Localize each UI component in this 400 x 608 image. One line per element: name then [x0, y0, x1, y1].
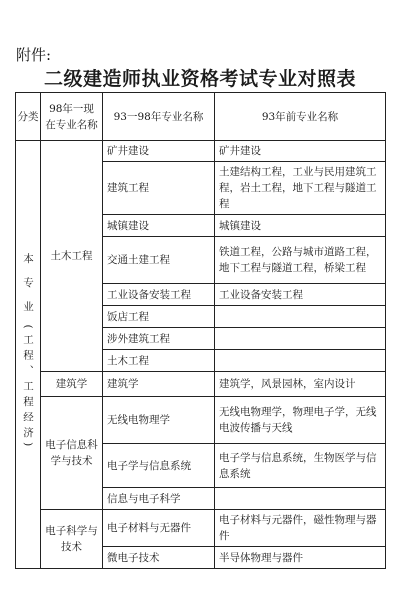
cell-pre93: 建筑学，风景园林，室内设计 — [215, 372, 386, 397]
table-header-row — [16, 93, 386, 141]
cell-93-98: 土木工程 — [103, 350, 215, 372]
annex-label: 附件: — [16, 46, 52, 64]
cell-pre93: 铁道工程，公路与城市道路工程，地下工程与隧道工程，桥梁工程 — [215, 237, 386, 284]
header-category: 分类 — [16, 93, 41, 141]
cell-93-98: 电子学与信息系统 — [103, 444, 215, 488]
cell-93-98: 矿井建设 — [103, 141, 215, 162]
cell-93-98: 城镇建设 — [103, 215, 215, 237]
cell-pre93: 电子材料与元器件，磁性物理与器件 — [215, 510, 386, 547]
cell-93-98: 无线电物理学 — [103, 397, 215, 444]
table-row — [16, 510, 386, 547]
vertical-category-label: 本 专 业 (工程、工程经济) — [22, 252, 34, 452]
cell-93-98: 涉外建筑工程 — [103, 328, 215, 350]
table-row — [16, 397, 386, 444]
cell-93-98: 电子材料与无器件 — [103, 510, 215, 547]
page-title: 二级建造师执业资格考试专业对照表 — [43, 68, 356, 90]
header-pre93: 93年前专业名称 — [215, 93, 386, 141]
table-row — [16, 141, 386, 162]
cell-pre93: 工业设备安装工程 — [215, 284, 386, 306]
cell-93-98: 建筑工程 — [103, 162, 215, 215]
cell-pre93 — [215, 350, 386, 372]
cell-pre93: 矿井建设 — [215, 141, 386, 162]
cell-93-98: 信息与电子科学 — [103, 488, 215, 510]
cell-93-98: 交通土建工程 — [103, 237, 215, 284]
cell-93-98: 工业设备安装工程 — [103, 284, 215, 306]
header-93-98: 93一98年专业名称 — [103, 93, 215, 141]
group-est: 电子科学与技术 — [41, 510, 103, 569]
group-eis: 电子信息科学与技术 — [41, 397, 103, 510]
category-cell — [16, 141, 41, 569]
header-current: 98年一现在专业名称 — [41, 93, 103, 141]
group-arch: 建筑学 — [41, 372, 103, 397]
cell-pre93: 土建结构工程，工业与民用建筑工程，岩土工程，地下工程与隧道工程 — [215, 162, 386, 215]
cell-pre93 — [215, 488, 386, 510]
cell-pre93 — [215, 306, 386, 328]
cell-pre93: 电子学与信息系统，生物医学与信息系统 — [215, 444, 386, 488]
cell-93-98: 微电子技术 — [103, 547, 215, 569]
cell-93-98: 建筑学 — [103, 372, 215, 397]
cell-pre93: 半导体物理与器件 — [215, 547, 386, 569]
cell-pre93 — [215, 328, 386, 350]
table-row — [16, 372, 386, 397]
group-civil: 土木工程 — [41, 141, 103, 372]
major-comparison-table — [15, 92, 386, 569]
cell-93-98: 饭店工程 — [103, 306, 215, 328]
cell-pre93: 城镇建设 — [215, 215, 386, 237]
cell-pre93: 无线电物理学，物理电子学，无线电波传播与天线 — [215, 397, 386, 444]
